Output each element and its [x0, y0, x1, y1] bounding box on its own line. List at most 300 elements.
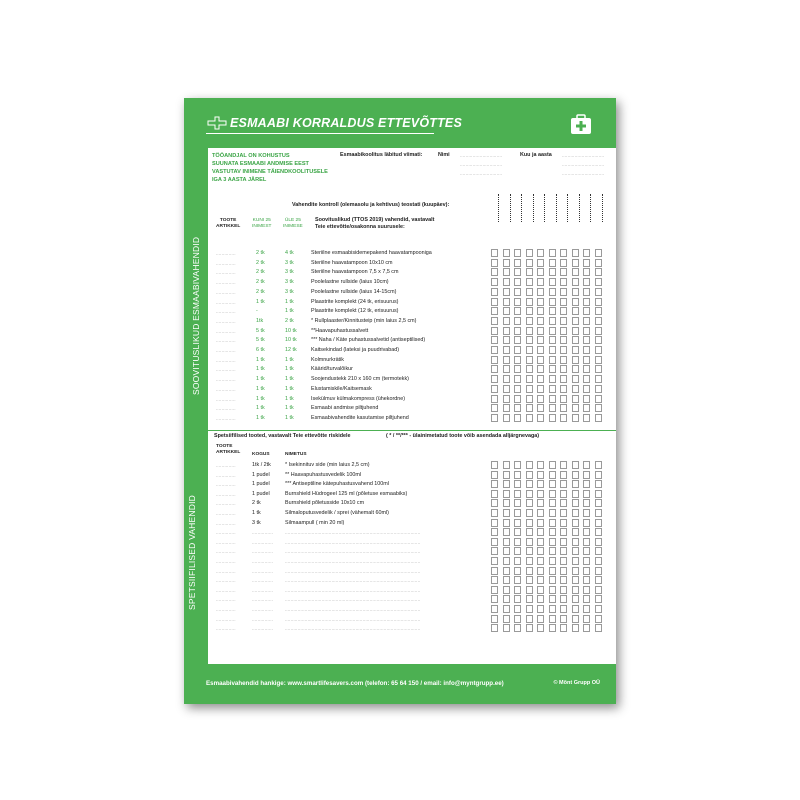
- check-box[interactable]: [595, 404, 602, 412]
- check-box[interactable]: [537, 268, 544, 276]
- check-box[interactable]: [491, 605, 498, 613]
- check-box[interactable]: [514, 356, 521, 364]
- check-box[interactable]: [491, 538, 498, 546]
- check-box[interactable]: [595, 471, 602, 479]
- check-box[interactable]: [491, 385, 498, 393]
- check-box[interactable]: [514, 595, 521, 603]
- check-box[interactable]: [595, 576, 602, 584]
- check-box[interactable]: [537, 414, 544, 422]
- check-box[interactable]: [549, 375, 556, 383]
- check-box[interactable]: [537, 519, 544, 527]
- check-box[interactable]: [549, 336, 556, 344]
- check-box[interactable]: [491, 298, 498, 306]
- check-box[interactable]: [572, 249, 579, 257]
- check-box[interactable]: [572, 268, 579, 276]
- check-box[interactable]: [503, 567, 510, 575]
- check-box[interactable]: [560, 538, 567, 546]
- check-box[interactable]: [583, 605, 590, 613]
- item-qty-field[interactable]: ...............: [252, 597, 274, 603]
- check-box[interactable]: [549, 317, 556, 325]
- item-code-field[interactable]: ..............: [216, 280, 236, 286]
- item-name-field[interactable]: ................................................................................................: [285, 587, 421, 593]
- check-box[interactable]: [503, 538, 510, 546]
- check-box[interactable]: [583, 288, 590, 296]
- check-box[interactable]: [560, 567, 567, 575]
- check-box[interactable]: [572, 480, 579, 488]
- check-box[interactable]: [537, 259, 544, 267]
- check-box[interactable]: [583, 567, 590, 575]
- check-box[interactable]: [503, 480, 510, 488]
- item-name-field[interactable]: ................................................................................................: [285, 597, 421, 603]
- check-box[interactable]: [537, 595, 544, 603]
- check-box[interactable]: [583, 268, 590, 276]
- check-box[interactable]: [583, 317, 590, 325]
- item-code-field[interactable]: ..............: [216, 406, 236, 412]
- item-code-field[interactable]: ..............: [216, 377, 236, 383]
- check-box[interactable]: [503, 586, 510, 594]
- check-box[interactable]: [549, 327, 556, 335]
- check-box[interactable]: [572, 298, 579, 306]
- check-box[interactable]: [572, 615, 579, 623]
- check-box[interactable]: [549, 461, 556, 469]
- check-box[interactable]: [514, 586, 521, 594]
- check-box[interactable]: [491, 336, 498, 344]
- name-field[interactable]: ..............................: [460, 162, 503, 167]
- check-box[interactable]: [526, 298, 533, 306]
- item-name-field[interactable]: ................................................................................................: [285, 539, 421, 545]
- check-box[interactable]: [549, 538, 556, 546]
- date-field[interactable]: ..............................: [562, 171, 605, 176]
- check-box[interactable]: [503, 356, 510, 364]
- check-box[interactable]: [514, 307, 521, 315]
- check-box[interactable]: [572, 288, 579, 296]
- check-box[interactable]: [595, 268, 602, 276]
- check-box[interactable]: [526, 586, 533, 594]
- check-box[interactable]: [560, 480, 567, 488]
- check-box[interactable]: [595, 356, 602, 364]
- check-box[interactable]: [583, 298, 590, 306]
- check-box[interactable]: [572, 595, 579, 603]
- check-box[interactable]: [572, 499, 579, 507]
- check-box[interactable]: [560, 528, 567, 536]
- check-box[interactable]: [572, 538, 579, 546]
- check-box[interactable]: [595, 307, 602, 315]
- check-box[interactable]: [572, 356, 579, 364]
- check-box[interactable]: [514, 480, 521, 488]
- item-name-field[interactable]: ................................................................................................: [285, 549, 421, 555]
- check-box[interactable]: [537, 336, 544, 344]
- check-box[interactable]: [526, 268, 533, 276]
- check-box[interactable]: [549, 395, 556, 403]
- check-box[interactable]: [503, 298, 510, 306]
- check-box[interactable]: [491, 268, 498, 276]
- check-date-line[interactable]: [498, 194, 499, 222]
- check-box[interactable]: [583, 278, 590, 286]
- check-box[interactable]: [560, 461, 567, 469]
- check-box[interactable]: [514, 327, 521, 335]
- item-code-field[interactable]: ..............: [216, 482, 236, 488]
- check-box[interactable]: [537, 404, 544, 412]
- check-box[interactable]: [583, 538, 590, 546]
- check-box[interactable]: [491, 375, 498, 383]
- check-box[interactable]: [572, 307, 579, 315]
- item-name-field[interactable]: ................................................................................................: [285, 626, 421, 632]
- item-qty-field[interactable]: ...............: [252, 568, 274, 574]
- check-box[interactable]: [560, 586, 567, 594]
- check-box[interactable]: [491, 528, 498, 536]
- check-box[interactable]: [595, 509, 602, 517]
- item-code-field[interactable]: ..............: [216, 367, 236, 373]
- item-code-field[interactable]: ..............: [216, 357, 236, 363]
- check-box[interactable]: [549, 528, 556, 536]
- check-box[interactable]: [560, 375, 567, 383]
- item-code-field[interactable]: ..............: [216, 539, 236, 545]
- check-box[interactable]: [514, 461, 521, 469]
- item-code-field[interactable]: ..............: [216, 299, 236, 305]
- check-box[interactable]: [560, 317, 567, 325]
- check-box[interactable]: [572, 259, 579, 267]
- check-box[interactable]: [583, 595, 590, 603]
- check-box[interactable]: [503, 259, 510, 267]
- check-box[interactable]: [583, 414, 590, 422]
- check-box[interactable]: [583, 461, 590, 469]
- check-box[interactable]: [572, 375, 579, 383]
- check-box[interactable]: [560, 499, 567, 507]
- check-box[interactable]: [595, 365, 602, 373]
- check-box[interactable]: [537, 365, 544, 373]
- check-box[interactable]: [560, 509, 567, 517]
- check-box[interactable]: [503, 249, 510, 257]
- check-box[interactable]: [572, 317, 579, 325]
- check-box[interactable]: [583, 528, 590, 536]
- check-box[interactable]: [583, 624, 590, 632]
- item-code-field[interactable]: ..............: [216, 348, 236, 353]
- check-box[interactable]: [537, 624, 544, 632]
- check-date-line[interactable]: [544, 194, 545, 222]
- check-box[interactable]: [595, 528, 602, 536]
- item-qty-field[interactable]: ...............: [252, 549, 274, 555]
- check-box[interactable]: [514, 259, 521, 267]
- check-box[interactable]: [537, 346, 544, 354]
- check-box[interactable]: [549, 547, 556, 555]
- check-box[interactable]: [526, 615, 533, 623]
- check-box[interactable]: [491, 490, 498, 498]
- check-box[interactable]: [583, 307, 590, 315]
- check-box[interactable]: [491, 499, 498, 507]
- check-box[interactable]: [526, 404, 533, 412]
- check-box[interactable]: [503, 414, 510, 422]
- check-box[interactable]: [491, 586, 498, 594]
- item-code-field[interactable]: ..............: [216, 578, 236, 584]
- check-box[interactable]: [526, 480, 533, 488]
- check-box[interactable]: [583, 249, 590, 257]
- check-box[interactable]: [560, 414, 567, 422]
- check-box[interactable]: [537, 547, 544, 555]
- item-code-field[interactable]: ..............: [216, 559, 236, 564]
- name-field[interactable]: ..............................: [460, 153, 503, 158]
- check-box[interactable]: [595, 298, 602, 306]
- check-box[interactable]: [549, 249, 556, 257]
- check-box[interactable]: [491, 356, 498, 364]
- check-box[interactable]: [537, 307, 544, 315]
- check-box[interactable]: [503, 317, 510, 325]
- check-box[interactable]: [514, 395, 521, 403]
- check-box[interactable]: [491, 395, 498, 403]
- check-box[interactable]: [514, 557, 521, 565]
- check-box[interactable]: [491, 480, 498, 488]
- check-box[interactable]: [572, 624, 579, 632]
- check-box[interactable]: [514, 414, 521, 422]
- check-box[interactable]: [595, 605, 602, 613]
- check-box[interactable]: [503, 395, 510, 403]
- check-box[interactable]: [514, 624, 521, 632]
- item-qty-field[interactable]: ...............: [252, 587, 274, 593]
- check-box[interactable]: [514, 385, 521, 393]
- check-box[interactable]: [537, 298, 544, 306]
- item-code-field[interactable]: ..............: [216, 415, 236, 421]
- check-box[interactable]: [572, 605, 579, 613]
- check-box[interactable]: [595, 490, 602, 498]
- check-box[interactable]: [503, 605, 510, 613]
- check-box[interactable]: [549, 490, 556, 498]
- check-box[interactable]: [537, 576, 544, 584]
- check-box[interactable]: [595, 624, 602, 632]
- item-code-field[interactable]: ..............: [216, 309, 236, 315]
- check-date-line[interactable]: [510, 194, 511, 222]
- check-box[interactable]: [560, 365, 567, 373]
- check-box[interactable]: [526, 414, 533, 422]
- item-code-field[interactable]: ..............: [216, 318, 236, 324]
- check-box[interactable]: [572, 490, 579, 498]
- check-box[interactable]: [526, 365, 533, 373]
- check-box[interactable]: [549, 385, 556, 393]
- check-box[interactable]: [514, 538, 521, 546]
- check-box[interactable]: [526, 567, 533, 575]
- check-date-line[interactable]: [521, 194, 522, 222]
- check-box[interactable]: [526, 327, 533, 335]
- check-box[interactable]: [583, 365, 590, 373]
- check-box[interactable]: [526, 547, 533, 555]
- check-box[interactable]: [560, 519, 567, 527]
- item-code-field[interactable]: ..............: [216, 616, 236, 622]
- check-box[interactable]: [491, 404, 498, 412]
- check-box[interactable]: [549, 499, 556, 507]
- check-box[interactable]: [537, 278, 544, 286]
- check-box[interactable]: [549, 595, 556, 603]
- check-box[interactable]: [491, 365, 498, 373]
- check-box[interactable]: [537, 605, 544, 613]
- item-qty-field[interactable]: ...............: [252, 578, 274, 584]
- check-box[interactable]: [572, 365, 579, 373]
- check-box[interactable]: [595, 586, 602, 594]
- check-box[interactable]: [503, 346, 510, 354]
- check-box[interactable]: [526, 605, 533, 613]
- check-box[interactable]: [514, 490, 521, 498]
- check-box[interactable]: [560, 356, 567, 364]
- check-box[interactable]: [514, 509, 521, 517]
- check-date-line[interactable]: [590, 194, 591, 222]
- check-box[interactable]: [549, 356, 556, 364]
- check-box[interactable]: [595, 567, 602, 575]
- check-box[interactable]: [595, 547, 602, 555]
- check-box[interactable]: [549, 298, 556, 306]
- check-box[interactable]: [526, 519, 533, 527]
- check-box[interactable]: [549, 471, 556, 479]
- check-box[interactable]: [491, 288, 498, 296]
- check-box[interactable]: [595, 480, 602, 488]
- item-code-field[interactable]: ..............: [216, 549, 236, 555]
- check-box[interactable]: [526, 471, 533, 479]
- check-box[interactable]: [503, 336, 510, 344]
- check-box[interactable]: [560, 615, 567, 623]
- check-box[interactable]: [595, 595, 602, 603]
- check-box[interactable]: [560, 336, 567, 344]
- check-box[interactable]: [537, 490, 544, 498]
- check-box[interactable]: [595, 288, 602, 296]
- check-box[interactable]: [549, 519, 556, 527]
- check-box[interactable]: [491, 278, 498, 286]
- check-box[interactable]: [583, 336, 590, 344]
- check-box[interactable]: [514, 249, 521, 257]
- check-box[interactable]: [572, 509, 579, 517]
- check-box[interactable]: [595, 519, 602, 527]
- item-qty-field[interactable]: ...............: [252, 616, 274, 622]
- check-box[interactable]: [583, 385, 590, 393]
- check-box[interactable]: [503, 471, 510, 479]
- check-box[interactable]: [514, 528, 521, 536]
- check-box[interactable]: [583, 327, 590, 335]
- check-box[interactable]: [572, 471, 579, 479]
- check-box[interactable]: [549, 586, 556, 594]
- check-box[interactable]: [583, 519, 590, 527]
- check-box[interactable]: [491, 249, 498, 257]
- item-code-field[interactable]: ..............: [216, 530, 236, 536]
- check-box[interactable]: [549, 404, 556, 412]
- check-box[interactable]: [514, 268, 521, 276]
- check-box[interactable]: [514, 499, 521, 507]
- check-box[interactable]: [595, 327, 602, 335]
- check-box[interactable]: [549, 557, 556, 565]
- item-qty-field[interactable]: ...............: [252, 559, 274, 564]
- check-box[interactable]: [572, 576, 579, 584]
- check-box[interactable]: [514, 317, 521, 325]
- item-qty-field[interactable]: ...............: [252, 530, 274, 536]
- check-box[interactable]: [537, 375, 544, 383]
- date-field[interactable]: ..............................: [562, 153, 605, 158]
- check-box[interactable]: [549, 307, 556, 315]
- check-box[interactable]: [514, 605, 521, 613]
- item-name-field[interactable]: ................................................................................................: [285, 559, 421, 564]
- check-box[interactable]: [526, 356, 533, 364]
- check-box[interactable]: [583, 356, 590, 364]
- check-box[interactable]: [537, 288, 544, 296]
- check-box[interactable]: [595, 317, 602, 325]
- check-box[interactable]: [549, 605, 556, 613]
- check-box[interactable]: [537, 499, 544, 507]
- check-box[interactable]: [514, 519, 521, 527]
- check-box[interactable]: [526, 375, 533, 383]
- check-box[interactable]: [503, 490, 510, 498]
- check-box[interactable]: [526, 336, 533, 344]
- check-box[interactable]: [537, 395, 544, 403]
- check-box[interactable]: [572, 567, 579, 575]
- check-box[interactable]: [595, 461, 602, 469]
- check-box[interactable]: [526, 288, 533, 296]
- check-box[interactable]: [526, 346, 533, 354]
- check-box[interactable]: [560, 249, 567, 257]
- check-box[interactable]: [514, 278, 521, 286]
- item-qty-field[interactable]: ...............: [252, 539, 274, 545]
- check-box[interactable]: [583, 615, 590, 623]
- item-code-field[interactable]: ..............: [216, 463, 236, 468]
- check-box[interactable]: [549, 414, 556, 422]
- check-box[interactable]: [595, 615, 602, 623]
- check-box[interactable]: [595, 538, 602, 546]
- check-box[interactable]: [537, 615, 544, 623]
- check-box[interactable]: [537, 385, 544, 393]
- item-qty-field[interactable]: ...............: [252, 626, 274, 632]
- item-code-field[interactable]: ..............: [216, 472, 236, 478]
- item-name-field[interactable]: ................................................................................................: [285, 530, 421, 536]
- check-box[interactable]: [503, 268, 510, 276]
- check-box[interactable]: [583, 586, 590, 594]
- item-code-field[interactable]: ..............: [216, 587, 236, 593]
- check-box[interactable]: [514, 615, 521, 623]
- check-box[interactable]: [572, 385, 579, 393]
- check-box[interactable]: [491, 471, 498, 479]
- check-box[interactable]: [583, 395, 590, 403]
- item-code-field[interactable]: ..............: [216, 251, 236, 256]
- check-box[interactable]: [560, 327, 567, 335]
- item-code-field[interactable]: ..............: [216, 520, 236, 526]
- check-box[interactable]: [572, 547, 579, 555]
- check-box[interactable]: [503, 307, 510, 315]
- check-box[interactable]: [560, 576, 567, 584]
- check-box[interactable]: [503, 327, 510, 335]
- check-box[interactable]: [549, 365, 556, 373]
- check-box[interactable]: [583, 499, 590, 507]
- check-box[interactable]: [583, 576, 590, 584]
- item-code-field[interactable]: ..............: [216, 396, 236, 402]
- check-box[interactable]: [595, 557, 602, 565]
- check-box[interactable]: [572, 278, 579, 286]
- item-qty-field[interactable]: ...............: [252, 607, 274, 612]
- check-box[interactable]: [537, 461, 544, 469]
- check-box[interactable]: [549, 268, 556, 276]
- check-box[interactable]: [595, 259, 602, 267]
- item-code-field[interactable]: ..............: [216, 491, 236, 497]
- check-box[interactable]: [503, 547, 510, 555]
- item-code-field[interactable]: ..............: [216, 386, 236, 392]
- check-box[interactable]: [560, 288, 567, 296]
- item-code-field[interactable]: ..............: [216, 289, 236, 295]
- item-code-field[interactable]: ..............: [216, 626, 236, 632]
- check-box[interactable]: [583, 509, 590, 517]
- check-box[interactable]: [526, 461, 533, 469]
- check-box[interactable]: [537, 327, 544, 335]
- check-box[interactable]: [514, 365, 521, 373]
- check-box[interactable]: [583, 259, 590, 267]
- check-box[interactable]: [491, 595, 498, 603]
- check-box[interactable]: [526, 538, 533, 546]
- check-box[interactable]: [537, 586, 544, 594]
- check-box[interactable]: [583, 547, 590, 555]
- check-box[interactable]: [526, 509, 533, 517]
- check-box[interactable]: [526, 307, 533, 315]
- check-box[interactable]: [526, 624, 533, 632]
- check-box[interactable]: [572, 414, 579, 422]
- check-box[interactable]: [503, 509, 510, 517]
